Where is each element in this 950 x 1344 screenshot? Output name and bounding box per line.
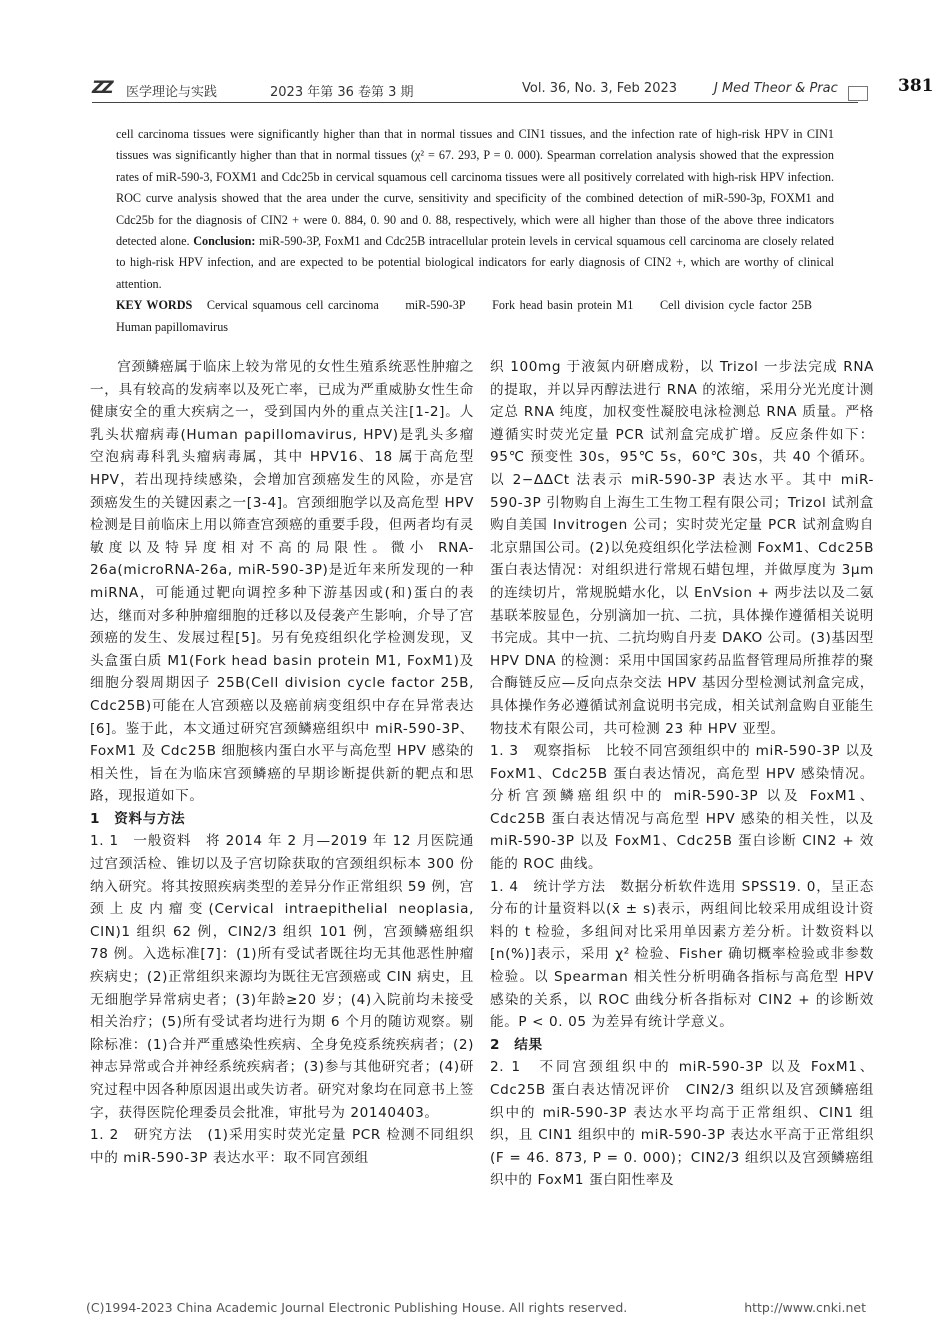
journal-volume-cn: 2023 年第 36 卷第 3 期 [270, 85, 414, 100]
intro-paragraph: 宫颈鳞癌属于临床上较为常见的女性生殖系统恶性肿瘤之一，具有较高的发病率以及死亡率，已成为严重威胁女性生命健康安全的重大疾病之一，受到国内外的重点关注[1-2]。人乳头状瘤病毒(Human papillomavirus, HPV)是乳头多瘤空泡病毒科乳头瘤病毒属，其中 HPV16、18 属于高危型 HPV，若出现持续感染，会增加宫颈癌发生的风险，亦是宫颈癌发生的关键因素之一[3-4]。宫颈细胞学以及高危型 HPV 检测是目前临床上用以筛查宫颈癌的重要手段，但两者均有灵敏度以及特异度相对不高的局限性。微小 RNA-26a(microRNA-26a, miR-590-3P)是近年来所发现的一种 miRNA，可能通过靶向调控多种下游基因或(和)蛋白的表达，继而对多种肿瘤细胞的迁移以及侵袭产生影响，介导了宫颈癌的发生、发展过程[5]。另有免疫组织化学检测发现，叉头盒蛋白质 M1(Fork head basin protein M1, FoxM1)及细胞分裂周期因子 25B(Cell division cycle factor 25B, Cdc25B)可能在人宫颈癌以及癌前病变组织中存在异常表达[6]。鉴于此，本文通过研究宫颈鳞癌组织中 miR-590-3P、FoxM1 及 Cdc25B 细胞核内蛋白水平与高危型 HPV 感染的相关性，旨在为临床宫颈鳞癌的早期诊断提供新的靶点和思路，现报道如下。 [90, 359, 474, 805]
journal-name-cn: 医学理论与实践 [126, 85, 218, 100]
section-2-1-title: 2. 1 不同宫颈组织中的 miR-590-3P 以及 FoxM1、Cdc25B 蛋白表达情况评价 [490, 1059, 874, 1098]
journal-name-en: J Med Theor & Prac [714, 81, 838, 96]
keyword: Cervical squamous cell carcinoma [206, 298, 379, 313]
section-1-1-text: 将 2014 年 2 月—2019 年 12 月医院通过宫颈活检、锥切以及子宫切除获取的宫颈组织标本 300 份纳入研究。将其按照疾病类型的差异分作正常组织 59 例，宫颈上皮内瘤变(Cervical intraepithelial neoplasia, CIN)1 组织 62 例，CIN2/3 组织 101 例，宫颈鳞癌组织 78 例。入选标准[7]：(1)所有受试者既往均无其他恶性肿瘤疾病史；(2)正常组织来源均为既往无宫颈癌或 CIN 病史，且无细胞学异常病史者；(3)年龄≥20 岁；(4)入院前均未接受相关治疗；(5)所有受试者均进行为期 6 个月的随访观察。剔除标准：(1)合并严重感染性疾病、全身免疫系统疾病者；(2)神志异常或合并神经系统疾病者；(3)参与其他研究者；(4)研究过程中因各种原因退出或失访者。研究对象均在同意书上签字，获得医院伦理委员会批准，审批号为 20140403。 [90, 833, 474, 1121]
page-number: 381 [898, 76, 934, 96]
section-2-heading: 2 结果 [490, 1036, 543, 1053]
section-1-3 [490, 740, 874, 876]
journal-logo: ZZ [92, 78, 111, 98]
section-1-4-text: 数据分析软件选用 SPSS19. 0，呈正态分布的计量资料以(x̄ ± s)表示，两组间比较采用成组设计资料的 t 检验，多组间对比采用单因素方差分析。计数资料以[n(%)]表示，采用 χ² 检验、Fisher 确切概率检验或非参数检验。以 Spearman 相关性分析明确各指标与高危型 HPV 感染的关系，以 ROC 曲线分析各指标对 CIN2 + 的诊断效能。P < 0. 05 为差异有统计学意义。 [490, 878, 874, 1031]
abstract-text [116, 124, 834, 295]
journal-volume-en: Vol. 36, No. 3, Feb 2023 [522, 81, 678, 96]
abstract-block [116, 124, 834, 338]
abstract-results: cell carcinoma tissues were significantly higher than that in normal tissues and CIN1 tissues, and the infection rate of high-risk HPV in CIN1 tissues was significantly higher than that in normal tissues (χ² = 67. 293, P = 0. 000). Spearman correlation analysis showed that the expression rates of miR-590-3, FOXM1 and Cdc25b in cervical squamous cell carcinoma tissues were all positively correlated with high-risk HPV infection. ROC curve analysis showed that the area under the curve, sensitivity and specificity of the combined detection of miR-590-3p, FOXM1 and Cdc25b for the diagnosis of CIN2 + were 0. 884, 0. 90 and 0. 88, respectively, which were all higher than those of the above three indicators detected alone. [116, 127, 834, 249]
section-1-2-title: 1. 2 研究方法 [90, 1127, 193, 1144]
section-1-3-title: 1. 3 观察指标 [490, 743, 592, 760]
section-1-heading: 1 资料与方法 [90, 810, 186, 827]
copyright-notice: (C)1994-2023 China Academic Journal Electronic Publishing House. All rights reserved. [86, 1300, 628, 1315]
keyword: miR-590-3P [405, 298, 466, 313]
section-1-1-title: 1. 1 一般资料 [90, 833, 192, 850]
left-column [90, 356, 474, 1169]
section-2-1 [490, 1056, 874, 1192]
keyword: Cell division cycle factor 25B [659, 298, 813, 313]
keywords-label: KEY WORDS [116, 298, 193, 313]
section-2-1-text: CIN2/3 组织以及宫颈鳞癌组织中的 miR-590-3P 表达水平均高于正常组织、CIN1 组织，且 CIN1 组织中的 miR-590-3P 表达水平高于正常组织(F = 46. 873, P = 0. 000)；CIN2/3 组织以及宫颈鳞癌组织中的 FoxM1 蛋白阳性率及 [490, 1082, 874, 1189]
keyword: Human papillomavirus [116, 319, 229, 334]
section-1-3-text: 比较不同宫颈组织中的 miR-590-3P 以及 FoxM1、Cdc25B 蛋白表达情况，高危型 HPV 感染情况。分析宫颈鳞癌组织中的 miR-590-3P 以及 FoxM1、Cdc25B 蛋白表达情况与高危型 HPV 感染的相关性，以及 miR-590-3P 以及 FoxM1、Cdc25B 蛋白诊断 CIN2 + 效能的 ROC 曲线。 [490, 743, 875, 873]
header-box-icon [848, 86, 868, 101]
keyword: Fork head basin protein M1 [492, 298, 634, 313]
running-header [92, 76, 934, 103]
section-1-2 [90, 1124, 474, 1169]
abstract-conclusion: miR-590-3P, FoxM1 and Cdc25B intracellular protein levels in cervical squamous cell carcinoma are closely related to high-risk HPV infection, and are expected to be potential biological indicators for early diagnosis of CIN2 +, which are worthy of clinical attention. [116, 234, 834, 291]
abstract-conclusion-label: Conclusion: [193, 234, 256, 249]
section-1-4 [490, 876, 874, 1034]
right-column [490, 356, 874, 1192]
keywords [116, 295, 834, 338]
website-link[interactable]: http://www.cnki.net [744, 1300, 866, 1315]
section-1-2-continued: 织 100mg 于液氮内研磨成粉，以 Trizol 一步法完成 RNA 的提取，并以异丙醇法进行 RNA 的浓缩，采用分光光度计测定总 RNA 纯度，加权变性凝胶电泳检测总 RNA 质量。严格遵循实时荧光定量 PCR 试剂盒完成扩增。反应条件如下：95℃ 预变性 30s，95℃ 5s，60℃ 30s，共 40 个循环。以 2−ΔΔCt 法表示 miR-590-3P 表达水平。其中 miR-590-3P 引物购自上海生工生物工程有限公司；Trizol 试剂盒购自美国 Invitrogen 公司；实时荧光定量 PCR 试剂盒购自北京鼎国公司。(2)以免疫组织化学法检测 FoxM1、Cdc25B 蛋白表达情况：对组织进行常规石蜡包埋，并做厚度为 3μm 的连续切片，常规脱蜡水化，以 EnVsion + 两步法以及二氨基联苯胺显色，分别滴加一抗、二抗，具体操作遵循相关说明书完成。其中一抗、二抗均购自丹麦 DAKO 公司。(3)基因型 HPV DNA 的检测：采用中国国家药品监督管理局所推荐的聚合酶链反应—反向点杂交法 HPV 基因分型检测试剂盒完成，具体操作务必遵循试剂盒说明书完成，相关试剂盒购自亚能生物技术有限公司，共可检测 23 种 HPV 亚型。 [490, 359, 874, 737]
section-1-4-title: 1. 4 统计学方法 [490, 878, 606, 895]
section-1-2-text: (1)采用实时荧光定量 PCR 检测不同组织中的 miR-590-3P 表达水平：取不同宫颈组 [90, 1127, 475, 1166]
section-1-1 [90, 830, 474, 1124]
